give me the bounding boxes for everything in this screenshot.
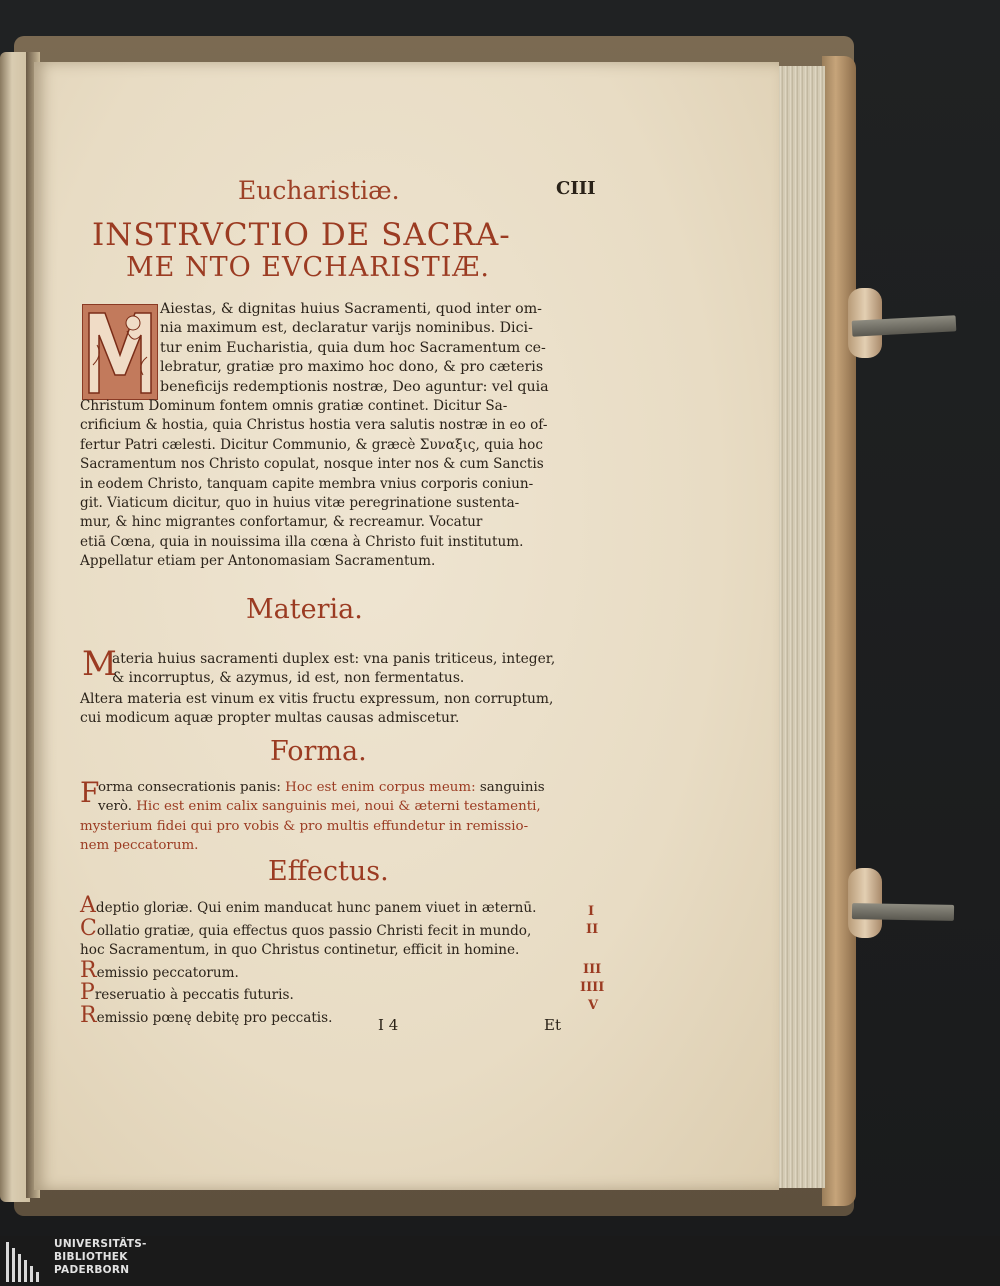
forma-words-panis: Hoc est enim corpus meum:: [285, 780, 476, 795]
forma-words-calicis: Hic est enim calix sanguinis mei, noui & æterni testamenti,: [136, 799, 541, 815]
effectus-item: [80, 957, 560, 984]
intro-line: etiā Cœna, quia in nouissima illa cœna à Christo fuit institutum.: [80, 533, 524, 550]
intro-line: beneficijs redemptionis nostræ, Deo aguntur: vel quia: [160, 378, 549, 395]
forma-text: [98, 778, 578, 817]
forma-text-cont: [80, 817, 570, 856]
materia-line: Altera materia est vinum ex vitis fructu expressum, non corruptum,: [80, 691, 554, 707]
materia-text-bottom: [80, 690, 570, 729]
effectus-text: deptio gloriæ. Qui enim manducat hunc panem viuet in æternū.: [95, 900, 537, 916]
effectus-number: III: [583, 962, 602, 977]
signature-mark: I 4: [378, 1016, 399, 1034]
effectus-item: [80, 915, 560, 942]
materia-line: & incorruptus, & azymus, id est, non fermentatus.: [112, 670, 465, 687]
fore-edge: [822, 56, 856, 1206]
forma-line-2: [98, 797, 578, 816]
folio-number: CIII: [556, 178, 596, 199]
materia-heading: Materia.: [246, 594, 363, 625]
library-logo-icon: [6, 1240, 50, 1282]
effectus-item: [80, 893, 560, 919]
effectus-number: I: [588, 904, 595, 919]
library-name-line-1: UNIVERSITÄTS-: [54, 1238, 147, 1250]
intro-line: Sacramentum nos Christo copulat, nosque inter nos & cum Sanctis: [80, 456, 544, 473]
intro-line: nia maximum est, declaratur varijs nominibus. Dici-: [160, 320, 533, 337]
intro-line: in eodem Christo, tanquam capite membra vnius corporis coniun-: [80, 475, 534, 492]
lower-clasp-bar: [852, 903, 954, 921]
materia-initial: M: [82, 644, 117, 684]
materia-line: ateria huius sacramenti duplex est: vna panis triticeus, integer,: [112, 651, 556, 667]
effectus-heading: Effectus.: [268, 856, 389, 887]
library-name-line-3: PADERBORN: [54, 1264, 130, 1276]
forma-line-1: [98, 778, 578, 797]
library-footer: [0, 1236, 1000, 1286]
forma-line-1-a: orma consecrationis panis:: [98, 780, 281, 795]
page-edges: [778, 66, 825, 1188]
intro-lines-full: [80, 397, 570, 572]
intro-line: mur, & hinc migrantes confortamur, & recreamur. Vocatur: [80, 514, 483, 531]
library-name: [54, 1238, 147, 1277]
forma-heading: Forma.: [270, 736, 367, 767]
intro-lines-indented: [160, 300, 570, 397]
forma-line-3: mysterium fidei qui pro vobis & pro multis effundetur in remissio-: [80, 819, 529, 834]
materia-text-top: [112, 650, 572, 689]
intro-line: Aiestas, & dignitas huius Sacramenti, quod inter om-: [160, 301, 542, 317]
effectus-initial: C: [80, 915, 97, 941]
effectus-text: reseruatio à peccatis futuris.: [94, 987, 294, 1004]
forma-initial: F: [80, 776, 100, 809]
ornament-initial-icon: [83, 305, 157, 399]
intro-line: lebratur, gratiæ pro maximo hoc dono, & pro cæteris: [160, 359, 544, 376]
forma-line-1-b: sanguinis: [479, 780, 545, 795]
intro-line: fertur Patri cælesti. Dicitur Communio, & græcè Συναξις, quia hoc: [80, 436, 543, 453]
intro-line: git. Viaticum dicitur, quo in huius vitæ peregrinatione sustenta-: [80, 495, 520, 512]
effectus-text: emissio pœnę debitę pro peccatis.: [96, 1009, 333, 1026]
effectus-initial: R: [80, 957, 97, 983]
forma-line-2-a: verò.: [98, 799, 132, 815]
effectus-initial: A: [80, 893, 96, 918]
intro-line: tur enim Eucharistia, quia dum hoc Sacramentum ce-: [160, 339, 546, 356]
effectus-number: IIII: [580, 980, 605, 995]
intro-line: crificium & hostia, quia Christus hostia vera salutis nostræ in eo of-: [80, 417, 548, 434]
intro-line: Christum Dominum fontem omnis gratiæ continet. Dicitur Sa-: [80, 398, 508, 414]
effectus-text: emissio peccatorum.: [96, 964, 239, 981]
effectus-item: [80, 1002, 560, 1029]
library-name-line-2: BIBLIOTHEK: [54, 1251, 128, 1263]
effectus-text: ollatio gratiæ, quia effectus quos passio Christi fecit in mundo,: [96, 922, 532, 939]
effectus-item: [80, 941, 560, 961]
effectus-number: II: [586, 922, 599, 937]
materia-line: cui modicum aquæ propter multas causas admiscetur.: [80, 710, 460, 727]
effectus-number: V: [588, 998, 599, 1013]
effectus-list: [80, 893, 560, 1029]
forma-line-4: nem peccatorum.: [80, 838, 199, 854]
effectus-text: hoc Sacramentum, in quo Christus continetur, efficit in homine.: [80, 942, 520, 959]
effectus-item: [80, 980, 560, 1006]
main-title-line-2: ME NTO EVCHARISTIÆ.: [126, 252, 490, 283]
effectus-initial: P: [80, 980, 95, 1006]
main-title-line-1: INSTRVCTIO DE SACRA-: [92, 217, 511, 253]
catchword: Et: [544, 1016, 561, 1034]
running-title: Eucharistiæ.: [238, 176, 400, 205]
intro-line: Appellatur etiam per Antonomasiam Sacramentum.: [80, 553, 436, 570]
decorated-initial-m: [82, 304, 158, 400]
effectus-initial: R: [80, 1002, 97, 1028]
